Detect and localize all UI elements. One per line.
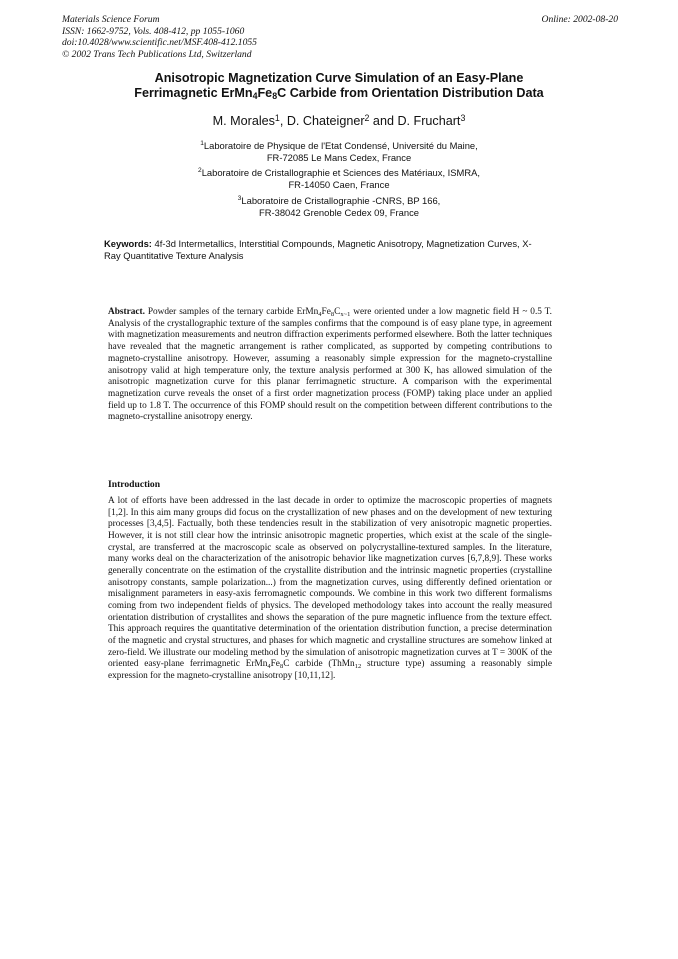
abstract-label: Abstract.	[108, 307, 145, 317]
title-line-1: Anisotropic Magnetization Curve Simulation of an Easy-Plane	[154, 71, 524, 85]
author-list: M. Morales$^1$, D. Chateigner$^2$ and D. Fruchart$^3$	[212, 113, 466, 128]
journal-name: Materials Science Forum	[62, 14, 160, 25]
affiliation-1: $^1$Laboratoire de Physique de l'Etat Condensé, Université du Maine, FR-72085 Le Mans Cedex, France	[200, 140, 478, 163]
keywords-text: 4f-3d Intermetallics, Interstitial Compounds, Magnetic Anisotropy, Magnetization Curves, X-Ray Quantitative Texture Analysis	[104, 238, 532, 261]
title-line-2: Ferrimagnetic $ErMn_4Fe_8C$ Carbide from Orientation Distribution Data	[134, 86, 544, 101]
doi-line[interactable]: doi:10.4028/www.scientific.net/MSF.408-412.1055	[62, 37, 257, 48]
copyright-line: © 2002 Trans Tech Publications Ltd, Switzerland	[62, 48, 252, 60]
affiliation-3: $^3$Laboratoire de Cristallographie -CNRS, BP 166, FR-38042 Grenoble Cedex 09, France	[237, 195, 441, 218]
affiliation-2: $^2$Laboratoire de Cristallographie et Sciences des Matériaux, ISMRA, FR-14050 Caen, France	[198, 167, 480, 190]
introduction-paragraph: A lot of efforts have been addressed in the last decade in order to optimize the macroscopic properties of magnets [1,2]. In this aim many groups did focus on the crystallization of new phases and on the development of new texturing processes [3,4,5]. Factually, both these tendencies result in the stabilization of very anisotropic magnetic properties. However, it is not still clear how the intrinsic anisotropic magnetic properties, which exist at the scale of the single-crystal, are transferred at the macroscopic scale as observed on polycrystalline-textured samples. In the literature, many works deal on the characterization of the anisotropic behavior like magnetization curves [6,7,8,9]. These works generally concentrate on the estimation of the crystallite distribution and the intrinsic magnetic properties (crystalline anisotropy constants, sample polarization...) from the magnetization curves, using differently defined orientation or misalignment parameters in easy-axis ferromagnetic compounds. We combine in this work two different formalisms coming from two independent fields of physics. The developed methodology takes into account the really measured orientation distribution of crystallites and shows the separation of the pure magnetic influence from the texture effect. This approach requires the quantitative determination of the orientation distribution function, a precise determination of the magnetic and crystal structures, and phases for which magnetic and crystalline structures are somehow linked at zero-field. We illustrate our modeling method by the simulation of anisotropic magnetization curves at T = 300K of the oriented easy-plane ferrimagnetic $ErMn_4Fe_8C$ carbide (ThMn$_{12}$ structure type) assuming a reasonably simple expression for the magneto-crystalline anisotropy [10,11,12].	[108, 496, 552, 681]
journal-header	[62, 14, 257, 60]
keywords-label: Keywords:	[104, 238, 152, 249]
issn-line: ISSN: 1662-9752, Vols. 408-412, pp 1055-1060	[62, 25, 245, 37]
introduction-heading: Introduction	[108, 479, 161, 490]
online-date: Online: 2002-08-20	[541, 14, 618, 25]
keywords	[104, 238, 544, 262]
abstract: Abstract. Powder samples of the ternary carbide $ErMn_4Fe_8C_{x\sim 1}$ were oriented under a low magnetic field H ~ 0.5 T. Analysis of the crystallographic texture of the samples confirms that the compound is of easy plane type, in agreement with magnetization measurements and neutron diffraction experiments performed elsewhere. Both the latter techniques have revealed that the magnetic arrangement is rather complicated, as supported by competing contributions to magneto-crystalline anisotropy. However, assuming a reasonably simple expression for the magneto-crystalline anisotropy valid at high temperature only, the texture analysis performed at 300 K, has allowed simulation of the anisotropic magnetization curve for this planar ferrimagnetic structure. A comparison with the experimental magnetization curve reveals the onset of a first order magnetization process (FOMP) taking place under an applied field up to 1.8 T. The occurrence of this FOMP should result on the competition between different contributions to the magneto-crystalline anisotropy energy.	[108, 307, 552, 423]
paper-title	[60, 71, 618, 101]
